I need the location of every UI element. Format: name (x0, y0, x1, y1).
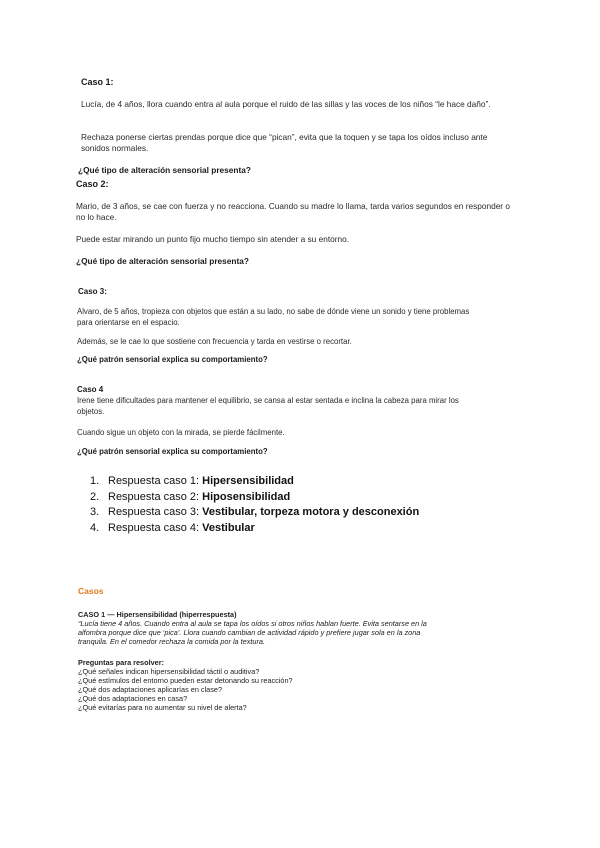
answer-item (90, 521, 419, 537)
answer-value: Hipersensibilidad (202, 475, 294, 487)
casos-case-1-title: CASO 1 — Hipersensibilidad (hiperrespuesta) (78, 610, 237, 619)
case-3-question: ¿Qué patrón sensorial explica su comportamiento? (77, 355, 268, 364)
case-4-title: Caso 4 (77, 385, 104, 394)
answer-prefix: Respuesta caso 4: (108, 521, 203, 534)
case-2-paragraph-1: Mario, de 3 años, se cae con fuerza y no reacciona. Cuando su madre lo llama, tarda varios segundos en responder o no lo hace. (76, 201, 510, 222)
answer-value: Hiposensibilidad (202, 490, 291, 503)
answer-prefix: Respuesta caso 1: (108, 475, 203, 487)
question-item: ¿Qué estímulos del entorno pueden estar detonando su reacción? (78, 676, 293, 685)
answer-value: Vestibular (202, 521, 255, 534)
answer-prefix: Respuesta caso 3: (108, 506, 203, 518)
answer-number: 2. (90, 490, 100, 503)
answer-number: 4. (90, 521, 100, 534)
question-item: ¿Qué dos adaptaciones aplicarías en clase? (78, 685, 222, 694)
case-2-paragraph-2: Puede estar mirando un punto fijo mucho tiempo sin atender a su entorno. (76, 234, 350, 244)
answer-number: 3. (90, 506, 100, 518)
case-1-title: Caso 1: (81, 77, 114, 87)
question-item: ¿Qué dos adaptaciones en casa? (78, 694, 188, 703)
case-3-paragraph-2: Además, se le cae lo que sostiene con frecuencia y tarda en vestirse o recortar. (77, 337, 352, 346)
case-4-question: ¿Qué patrón sensorial explica su comportamiento? (77, 447, 268, 456)
case-4-paragraph-2: Cuando sigue un objeto con la mirada, se pierde fácilmente. (77, 428, 285, 437)
answer-item (90, 505, 419, 521)
question-item: ¿Qué señales indican hipersensibilidad táctil o auditiva? (78, 667, 260, 676)
case-1-paragraph-1: Lucía, de 4 años, llora cuando entra al aula porque el ruido de las sillas y las voces de los niños “le hace daño”. (81, 99, 491, 109)
case-4-paragraph-1: Irene tiene dificultades para mantener el equilibrio, se cansa al estar sentada e inclina la cabeza para mirar los objetos. (77, 396, 459, 416)
case-2-question: ¿Qué tipo de alteración sensorial presenta? (76, 256, 249, 266)
case-3-title: Caso 3: (78, 287, 107, 296)
case-1-paragraph-2: Rechaza ponerse ciertas prendas porque dice que “pican”, evita que la toquen y se tapa los oídos incluso ante sonidos normales. (81, 132, 488, 153)
casos-case-1-text: “Lucía tiene 4 años. Cuando entra al aula se tapa los oídos si otros niños hablan fuerte. Evita sentarse en la alfombra porque dice que ‘pica’. Llora cuando cambian de actividad rápido y prefiere jugar sola en la zona tranquila. En el comedor rechaza la comida por la textura. (78, 619, 427, 646)
case-3-paragraph-1: Alvaro, de 5 años, tropieza con objetos que están a su lado, no sabe de dónde viene un sonido y tiene problemas para orientarse en el espacio. (77, 307, 470, 327)
answer-prefix: Respuesta caso 2: (108, 490, 203, 503)
answer-value: Vestibular, torpeza motora y desconexión (202, 506, 420, 518)
casos-questions-list (78, 667, 293, 712)
question-item: ¿Qué evitarías para no aumentar su nivel de alerta? (78, 703, 247, 712)
case-2-title: Caso 2: (76, 179, 109, 189)
answer-number: 1. (90, 475, 100, 487)
case-1-question: ¿Qué tipo de alteración sensorial presenta? (78, 165, 251, 175)
casos-heading: Casos (78, 586, 104, 596)
answers-list (90, 474, 419, 536)
answer-item (90, 490, 419, 506)
casos-questions-title: Preguntas para resolver: (78, 658, 164, 667)
answer-item (90, 474, 419, 490)
